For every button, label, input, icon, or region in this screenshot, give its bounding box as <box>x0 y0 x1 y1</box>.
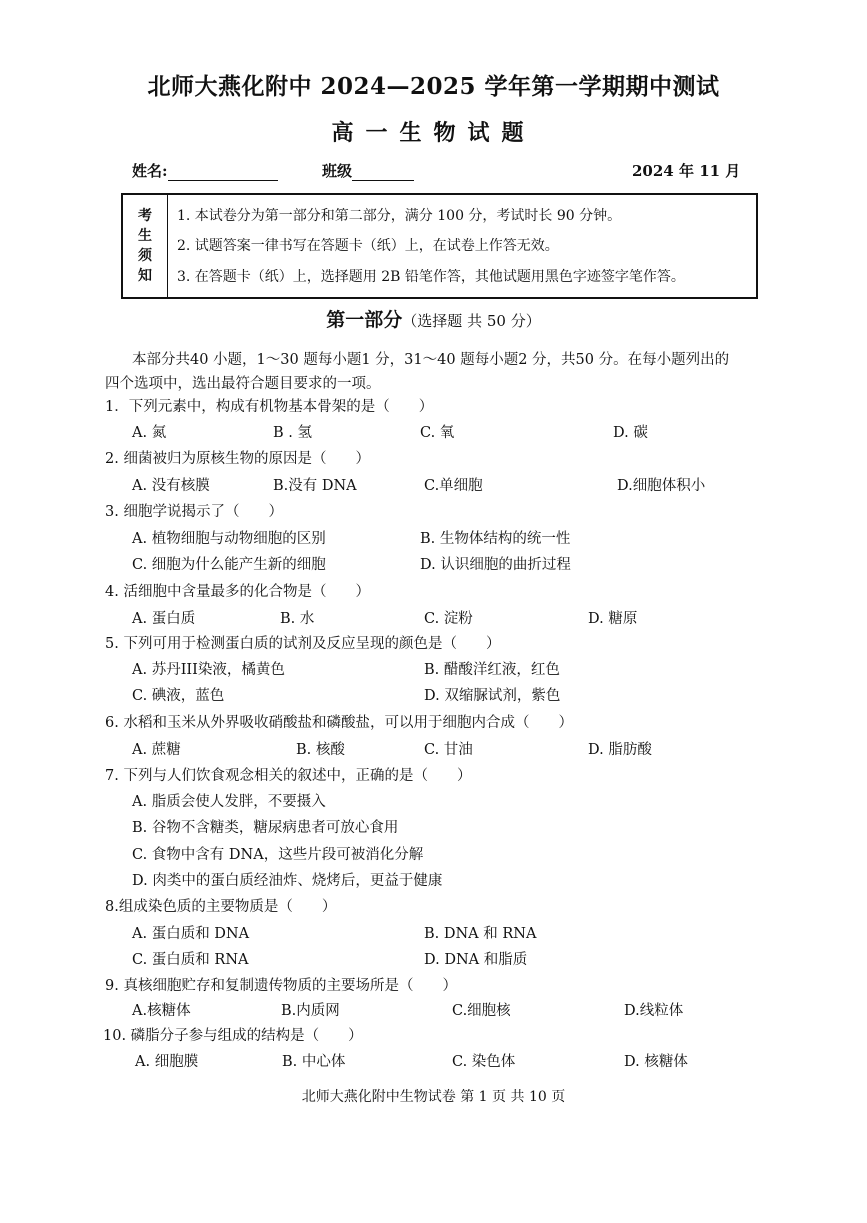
name-label: 姓名: <box>132 162 168 180</box>
option-c: C. 细胞为什么能产生新的细胞 <box>132 557 326 573</box>
option-b: B. 核酸 <box>296 742 345 758</box>
class-label: 班级 <box>322 162 353 180</box>
option-d: D.线粒体 <box>624 1003 684 1019</box>
question-stem: 9. 真核细胞贮存和复制遗传物质的主要场所是（ ） <box>105 978 457 994</box>
option-a: A. 蛋白质和 DNA <box>132 926 250 942</box>
section-title: 第一部分 <box>326 309 403 331</box>
page-footer: 北师大燕化附中生物试卷 第 1 页 共 10 页 <box>301 1089 566 1105</box>
question-stem: 10. 磷脂分子参与组成的结构是（ ） <box>103 1028 363 1044</box>
option-d: D. 认识细胞的曲折过程 <box>420 557 571 573</box>
option-a: A.核糖体 <box>132 1003 191 1019</box>
name-blank <box>168 164 278 181</box>
option-b: B. 水 <box>280 611 315 627</box>
option-b: B. 中心体 <box>282 1054 346 1070</box>
option-c: C. 碘液，蓝色 <box>132 688 225 704</box>
option-a: A. 细胞膜 <box>135 1054 199 1070</box>
class-field <box>322 160 414 181</box>
exam-subtitle: 高一生物试题 <box>331 120 536 146</box>
notice-label-char: 知 <box>138 268 152 284</box>
notice-label-char: 生 <box>138 228 152 244</box>
notice-label-char: 考 <box>138 208 152 224</box>
section-note: （选择题 共 50 分） <box>402 312 541 330</box>
exam-title: 北师大燕化附中 2024—2025 学年第一学期期中测试 <box>147 73 720 100</box>
option-b: B . 氢 <box>273 425 312 441</box>
option-a: A. 氮 <box>132 425 167 441</box>
notice-label-char: 须 <box>138 248 152 264</box>
option-d: D. 核糖体 <box>624 1054 688 1070</box>
question-stem: 8.组成染色质的主要物质是（ ） <box>105 899 337 915</box>
option-b: B.没有 DNA <box>273 478 357 494</box>
question-stem: 2. 细菌被归为原核生物的原因是（ ） <box>105 451 370 467</box>
option-a: A. 蔗糖 <box>132 742 181 758</box>
option-d: D. 碳 <box>613 425 648 441</box>
option-a: A. 没有核膜 <box>132 478 210 494</box>
question-stem: 1．下列元素中，构成有机物基本骨架的是（ ） <box>105 399 434 415</box>
option-b: B. 生物体结构的统一性 <box>420 531 571 547</box>
exam-date: 2024 年 11 月 <box>632 162 741 180</box>
class-blank <box>352 164 414 181</box>
question-stem: 7. 下列与人们饮食观念相关的叙述中，正确的是（ ） <box>105 768 472 784</box>
option-b: B.内质网 <box>281 1003 340 1019</box>
option-a: A. 脂质会使人发胖，不要摄入 <box>132 794 326 810</box>
question-stem: 6. 水稻和玉米从外界吸收硝酸盐和磷酸盐，可以用于细胞内合成（ ） <box>105 715 573 731</box>
option-b: B. 谷物不含糖类，糖尿病患者可放心食用 <box>132 820 399 836</box>
option-d: D.细胞体积小 <box>617 478 706 494</box>
section-heading <box>0 305 867 332</box>
candidate-notice-box <box>121 193 758 299</box>
option-c: C. 氧 <box>420 425 455 441</box>
option-c: C. 淀粉 <box>424 611 473 627</box>
notice-line: 1. 本试卷分为第一部分和第二部分，满分 100 分，考试时长 90 分钟。 <box>177 208 622 224</box>
option-c: C.细胞核 <box>452 1003 511 1019</box>
option-c: C. 染色体 <box>452 1054 516 1070</box>
option-d: D. 糖原 <box>588 611 638 627</box>
option-a: A. 蛋白质 <box>132 611 196 627</box>
section-intro-line: 四个选项中，选出最符合题目要求的一项。 <box>105 376 381 392</box>
option-a: A. 苏丹III染液，橘黄色 <box>132 662 285 678</box>
notice-line: 2. 试题答案一律书写在答题卡（纸）上，在试卷上作答无效。 <box>177 238 559 254</box>
notice-label <box>123 195 168 297</box>
notice-line: 3. 在答题卡（纸）上，选择题用 2B 铅笔作答，其他试题用黑色字迹签字笔作答。 <box>177 269 685 285</box>
option-d: D. 肉类中的蛋白质经油炸、烧烤后，更益于健康 <box>132 873 443 889</box>
option-d: D. 双缩脲试剂，紫色 <box>424 688 561 704</box>
option-a: A. 植物细胞与动物细胞的区别 <box>132 531 326 547</box>
option-d: D. 脂肪酸 <box>588 742 652 758</box>
option-c: C. 食物中含有 DNA，这些片段可被消化分解 <box>132 847 424 863</box>
section-intro-line: 本部分共40 小题，1～30 题每小题1 分，31～40 题每小题2 分，共50 分。在每小题列出的 <box>132 352 730 368</box>
question-stem: 4. 活细胞中含量最多的化合物是（ ） <box>105 584 370 600</box>
name-field <box>132 160 278 181</box>
question-stem: 5. 下列可用于检测蛋白质的试剂及反应呈现的颜色是（ ） <box>105 636 501 652</box>
option-c: C. 甘油 <box>424 742 473 758</box>
option-d: D. DNA 和脂质 <box>424 952 528 968</box>
question-stem: 3. 细胞学说揭示了（ ） <box>105 504 283 520</box>
option-b: B. 醋酸洋红液，红色 <box>424 662 560 678</box>
option-c: C. 蛋白质和 RNA <box>132 952 249 968</box>
option-c: C.单细胞 <box>424 478 483 494</box>
option-b: B. DNA 和 RNA <box>424 926 537 942</box>
